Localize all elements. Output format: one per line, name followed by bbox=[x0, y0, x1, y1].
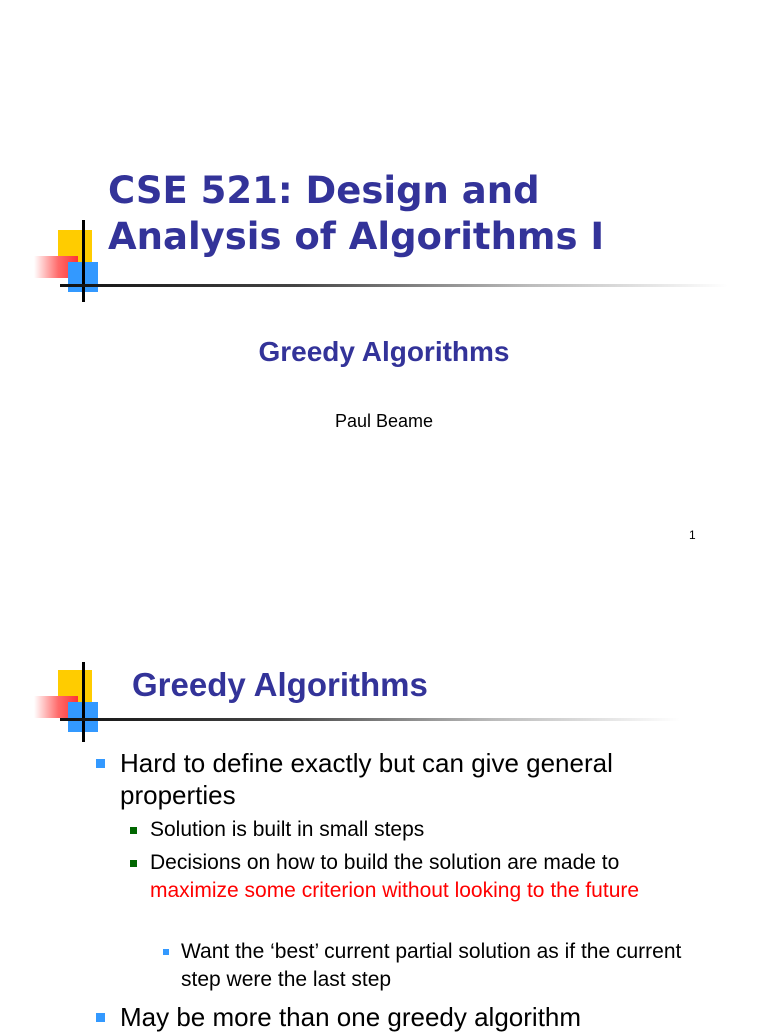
content-slide bbox=[0, 600, 768, 1032]
list-item bbox=[150, 849, 710, 905]
square-bullet-icon bbox=[130, 827, 137, 834]
title-underline bbox=[60, 718, 680, 721]
bullet-text: Hard to define exactly but can give general properties bbox=[120, 748, 613, 810]
slide-title bbox=[108, 168, 728, 260]
slide-subtitle: Greedy Algorithms bbox=[258, 336, 510, 367]
page-number: 1 bbox=[689, 528, 696, 542]
title-underline bbox=[60, 284, 728, 287]
list-item bbox=[150, 816, 710, 844]
square-bullet-icon bbox=[96, 759, 105, 768]
author-name: Paul Beame bbox=[334, 411, 434, 431]
square-bullet-icon bbox=[163, 949, 169, 955]
list-item bbox=[120, 747, 680, 811]
square-bullet-icon bbox=[130, 860, 137, 867]
bullet-text: May be more than one greedy algorithm bbox=[120, 1002, 582, 1032]
highlighted-text: maximize some criterion without looking to the future bbox=[150, 879, 640, 902]
slide-title-line1: CSE 521: Design and bbox=[108, 169, 540, 212]
bullet-text: Solution is built in small steps bbox=[150, 818, 425, 841]
list-item bbox=[120, 1001, 680, 1033]
list-item bbox=[181, 938, 701, 994]
bullet-text: Decisions on how to build the solution are made to bbox=[150, 851, 620, 874]
slide-title-line2: Analysis of Algorithms I bbox=[108, 215, 605, 258]
square-bullet-icon bbox=[96, 1013, 105, 1022]
decorative-squares-icon bbox=[34, 662, 124, 742]
slide-title: Greedy Algorithms bbox=[132, 666, 428, 703]
bullet-text: Want the ‘best’ current partial solution as if the current step were the last step bbox=[181, 940, 682, 991]
